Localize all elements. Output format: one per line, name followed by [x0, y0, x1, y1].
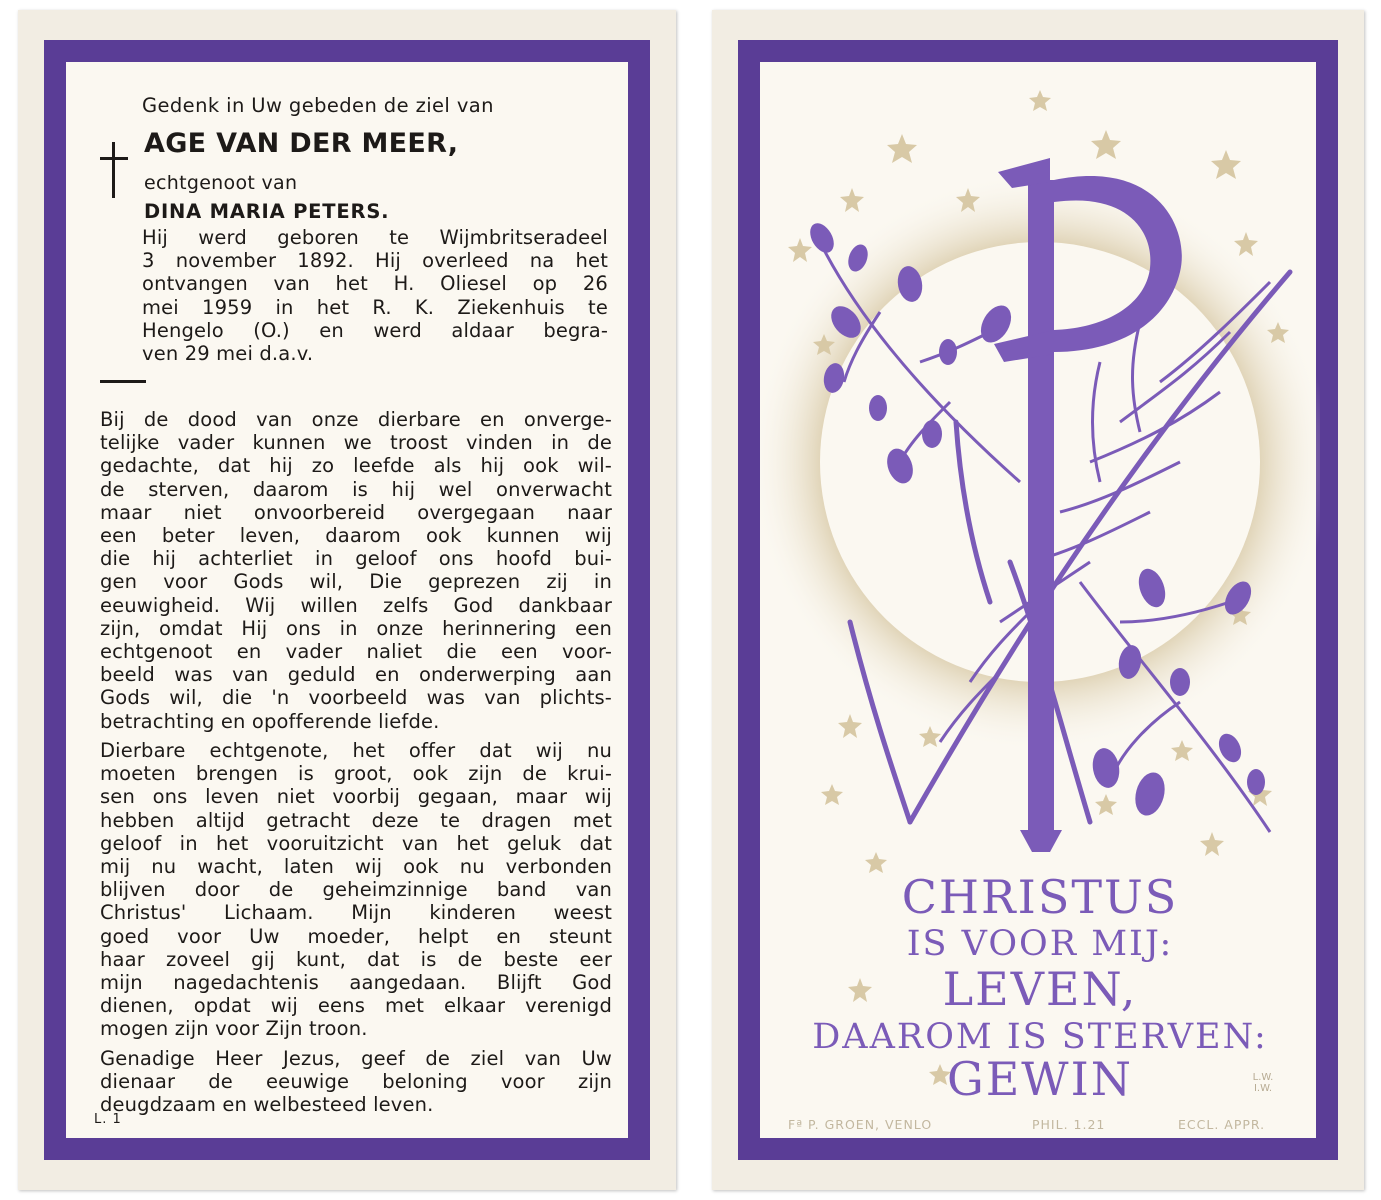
text-line: dienaar de eeuwige beloning voor zijn — [100, 1070, 612, 1094]
text-line: beeld was van geduld en onderwerping aan — [100, 663, 612, 687]
text-line: dienen, opdat wij eens met elkaar verenigd — [100, 994, 612, 1018]
text-line: Gods wil, die 'n voorbeeld was van plichts- — [100, 686, 612, 710]
initials-line: L.W. — [1252, 1072, 1274, 1083]
text-line: maar niet onvoorbereid overgegaan naar — [100, 500, 612, 524]
deceased-name: AGE VAN DER MEER, — [144, 128, 459, 159]
purple-border — [44, 40, 650, 1160]
motto-line-4: DAAROM IS STERVEN: — [812, 1017, 1268, 1057]
text-line: moeten brengen is groot, ook zijn de krui- — [100, 762, 612, 786]
text-line: mei 1959 in het R. K. Ziekenhuis te — [142, 295, 608, 319]
text-line: zijn, omdat Hij ons in onze herinnering een — [100, 616, 612, 640]
text-line: ontvangen van het H. Oliesel op 26 — [142, 272, 608, 296]
text-line: Dierbare echtgenote, het offer dat wij nu — [100, 739, 612, 762]
printer-imprint: Fª P. GROEN, VENLO — [788, 1117, 933, 1132]
text-line: deugdzaam en welbesteed leven. — [100, 1093, 434, 1117]
spouse-name: DINA MARIA PETERS. — [144, 200, 390, 223]
memorial-card-image-side — [712, 10, 1364, 1190]
text-line: eeuwigheid. Wij willen zelfs God dankbaar — [100, 593, 612, 617]
text-line: geloof in het vooruitzicht van het geluk dat — [100, 831, 612, 855]
text-line: echtgenoot en vader naliet die een voor- — [100, 640, 612, 664]
text-line: de sterven, daarom is hij wel onverwacht — [100, 477, 612, 501]
motto-line-3: LEVEN, — [942, 962, 1138, 1016]
text-line: Hij werd geboren te Wijmbritseradeel — [142, 226, 608, 249]
biography-paragraph — [142, 226, 608, 365]
text-line: een beter leven, daarom ook kunnen wij — [100, 524, 612, 548]
text-line: sen ons leven niet voorbij gegaan, maar wij — [100, 785, 612, 809]
text-line: gedachte, dat hij zo leefde als hij ook wil- — [100, 454, 612, 478]
memorial-card-text-side — [18, 10, 676, 1190]
text-line: ven 29 mei d.a.v. — [142, 342, 314, 366]
spouse-intro: echtgenoot van — [144, 172, 298, 194]
prayer-paragraph — [100, 1047, 612, 1117]
text-line: haar zoveel gij kunt, dat is de beste eer — [100, 947, 612, 971]
remembrance-paragraph-1 — [100, 408, 612, 733]
text-line: betrachting en opofferende liefde. — [100, 709, 440, 733]
image-panel — [760, 62, 1316, 1138]
text-line: gen voor Gods wil, Die geprezen zij in — [100, 570, 612, 594]
text-line: Christus' Lichaam. Mijn kinderen weest — [100, 901, 612, 925]
text-line: goed voor Uw moeder, helpt en steunt — [100, 924, 612, 948]
text-line: Hengelo (O.) en werd aldaar begra- — [142, 318, 608, 342]
text-line: Genadige Heer Jezus, geef de ziel van Uw — [100, 1047, 612, 1070]
text-line: hebben altijd getracht deze te dragen met — [100, 808, 612, 832]
motto-line-1: CHRISTUS — [901, 870, 1179, 924]
scripture-reference: PHIL. 1.21 — [1032, 1117, 1106, 1132]
text-line: 3 november 1892. Hij overleed na het — [142, 249, 608, 273]
text-line: die hij achterliet in geloof ons hoofd bui- — [100, 547, 612, 571]
text-line: mogen zijn voor Zijn troon. — [100, 1017, 368, 1041]
purple-border — [738, 40, 1338, 1160]
initials-line: I.W. — [1253, 1083, 1273, 1094]
artist-initials — [1248, 1072, 1278, 1094]
text-panel — [66, 62, 628, 1138]
text-line: telijke vader kunnen we troost vinden in de — [100, 431, 612, 455]
text-line: mij nu wacht, laten wij ook nu verbonden — [100, 855, 612, 879]
text-line: mijn nagedachtenis aangedaan. Blijft God — [100, 971, 612, 995]
divider — [100, 380, 146, 383]
cross-icon — [100, 142, 128, 198]
text-line: Bij de dood van onze dierbare en onverge- — [100, 408, 612, 431]
motto-line-5: GEWIN — [946, 1052, 1134, 1106]
intro-line: Gedenk in Uw gebeden de ziel van — [142, 94, 494, 117]
motto-line-2: IS VOOR MIJ: — [906, 924, 1174, 964]
print-code: L. 1 — [94, 1112, 122, 1127]
ecclesiastical-approval: ECCL. APPR. — [1178, 1117, 1266, 1132]
text-line: blijven door de geheimzinnige band van — [100, 878, 612, 902]
remembrance-paragraph-2 — [100, 739, 612, 1041]
